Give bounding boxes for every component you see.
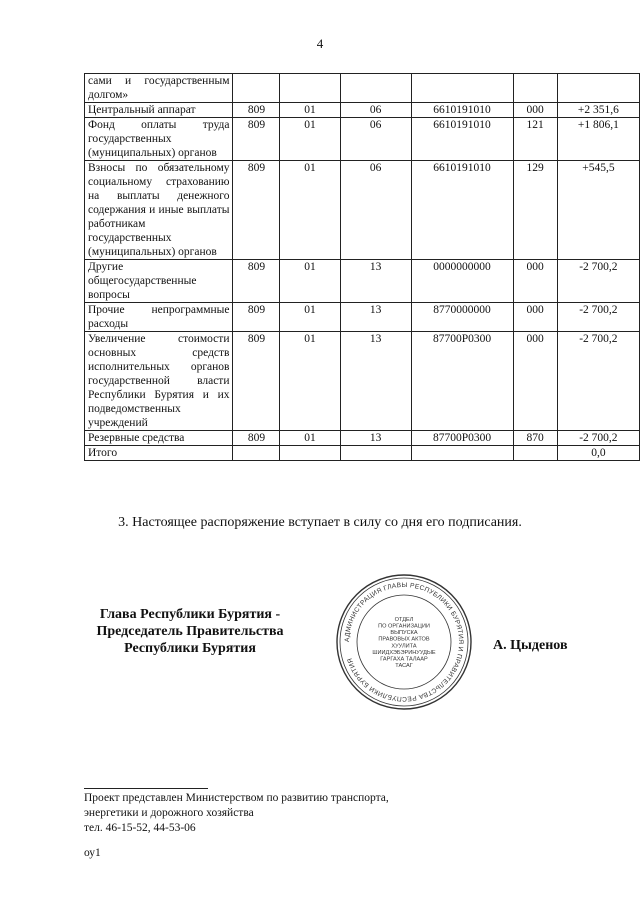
table-cell: 06 [340, 118, 411, 161]
seal-ring-text: АДМИНИСТРАЦИЯ ГЛАВЫ РЕСПУБЛИКИ БУРЯТИЯ И ПРАВИТЕЛЬСТВА РЕСПУБЛИКИ БУРЯТИЯ [343, 581, 465, 703]
table-cell [411, 74, 513, 103]
seal-inner-line: ШИИДХЭБЭРИНУУДЫЕ [372, 649, 436, 656]
signatory-title-line: Республики Бурятия [124, 641, 256, 656]
table-cell: 01 [280, 161, 340, 260]
table-cell: 13 [340, 260, 411, 303]
table-cell: 809 [233, 431, 280, 446]
table-cell: -2 700,2 [557, 260, 639, 303]
table-cell: -2 700,2 [557, 431, 639, 446]
table-cell: 13 [340, 332, 411, 431]
signatory-title [70, 606, 310, 657]
clause-text: 3. Настоящее распоряжение вступает в силу со дня его подписания. [118, 515, 522, 530]
table-cell: 809 [233, 118, 280, 161]
table-cell: 6610191010 [411, 118, 513, 161]
table-cell: 01 [280, 103, 340, 118]
table-cell [411, 446, 513, 461]
document-code: оу1 [84, 847, 101, 859]
table-cell: 6610191010 [411, 161, 513, 260]
table-cell: 87700P0300 [411, 431, 513, 446]
table-cell: 06 [340, 161, 411, 260]
table-cell: Прочие непрограммные расходы [85, 303, 233, 332]
signatory-name: А. Цыденов [493, 638, 568, 653]
table-cell: 87700P0300 [411, 332, 513, 431]
table-cell: 000 [513, 303, 557, 332]
table-cell: 809 [233, 161, 280, 260]
table-cell: 129 [513, 161, 557, 260]
table-cell: Взносы по обязательному социальному страхованию на выплаты денежного содержания и иные выплаты работникам государственных (муниципальных) органов [85, 161, 233, 260]
table-cell: Итого [85, 446, 233, 461]
seal-inner-line: ТАСАГ [395, 663, 413, 670]
table-cell: 870 [513, 431, 557, 446]
table-cell: Другие общегосударственные вопросы [85, 260, 233, 303]
seal-inner-line: ПРАВОВЫХ АКТОВ [378, 636, 430, 643]
table-cell: +1 806,1 [557, 118, 639, 161]
table-cell: 01 [280, 118, 340, 161]
table-cell: -2 700,2 [557, 303, 639, 332]
table-cell: 000 [513, 103, 557, 118]
signatory-title-line: Председатель Правительства [96, 624, 284, 639]
seal-inner-line: ГАРГАХА ТАЛААР [380, 656, 428, 663]
table-cell [557, 74, 639, 103]
table-cell: +545,5 [557, 161, 639, 260]
table-row [85, 446, 640, 461]
table-cell: 01 [280, 260, 340, 303]
table-cell: 13 [340, 431, 411, 446]
table-cell: 000 [513, 260, 557, 303]
table-cell: 809 [233, 260, 280, 303]
table-cell: 13 [340, 303, 411, 332]
table-cell: 01 [280, 431, 340, 446]
table-row [85, 332, 640, 431]
table-cell: Увеличение стоимости основных средств исполнительных органов государственной власти Республики Бурятия и их подведомственных учреждений [85, 332, 233, 431]
budget-table [84, 73, 640, 461]
table-cell: 0000000000 [411, 260, 513, 303]
table-row [85, 118, 640, 161]
table-row [85, 74, 640, 103]
table-cell: 6610191010 [411, 103, 513, 118]
table-row [85, 431, 640, 446]
table-row [85, 103, 640, 118]
table-cell [280, 74, 340, 103]
footer-divider [84, 788, 208, 789]
table-cell: 809 [233, 103, 280, 118]
signatory-title-line: Глава Республики Бурятия - [99, 607, 281, 622]
table-cell [233, 446, 280, 461]
table-cell [340, 74, 411, 103]
seal-inner-line: ПО ОРГАНИЗАЦИИ [378, 623, 430, 630]
footer-line: тел. 46-15-52, 44-53-06 [84, 822, 196, 834]
table-cell: Центральный аппарат [85, 103, 233, 118]
official-seal-icon [334, 572, 474, 712]
table-row [85, 303, 640, 332]
table-cell [280, 446, 340, 461]
seal-inner-line: ВЫПУСКА [390, 630, 418, 637]
seal-inner-line: ОТДЕЛ [394, 616, 414, 623]
table-cell: 01 [280, 303, 340, 332]
footer-note [84, 791, 389, 836]
table-cell: 8770000000 [411, 303, 513, 332]
table-cell: -2 700,2 [557, 332, 639, 431]
footer-line: Проект представлен Министерством по развитию транспорта, [84, 792, 389, 804]
table-row [85, 161, 640, 260]
table-cell [513, 446, 557, 461]
page-number: 4 [316, 36, 324, 51]
table-row [85, 260, 640, 303]
table-cell: 01 [280, 332, 340, 431]
table-cell: 809 [233, 303, 280, 332]
table-cell [233, 74, 280, 103]
table-cell [513, 74, 557, 103]
table-cell: +2 351,6 [557, 103, 639, 118]
table-cell: 809 [233, 332, 280, 431]
table-cell: 121 [513, 118, 557, 161]
table-cell: 0,0 [557, 446, 639, 461]
seal-inner-line: ХУУЛИТА [391, 643, 417, 650]
table-cell [340, 446, 411, 461]
table-cell: 000 [513, 332, 557, 431]
table-cell: Резервные средства [85, 431, 233, 446]
table-cell: 06 [340, 103, 411, 118]
table-cell: сами и государственным долгом» [85, 74, 233, 103]
table-cell: Фонд оплаты труда государственных (муниципальных) органов [85, 118, 233, 161]
footer-line: энергетики и дорожного хозяйства [84, 807, 254, 819]
